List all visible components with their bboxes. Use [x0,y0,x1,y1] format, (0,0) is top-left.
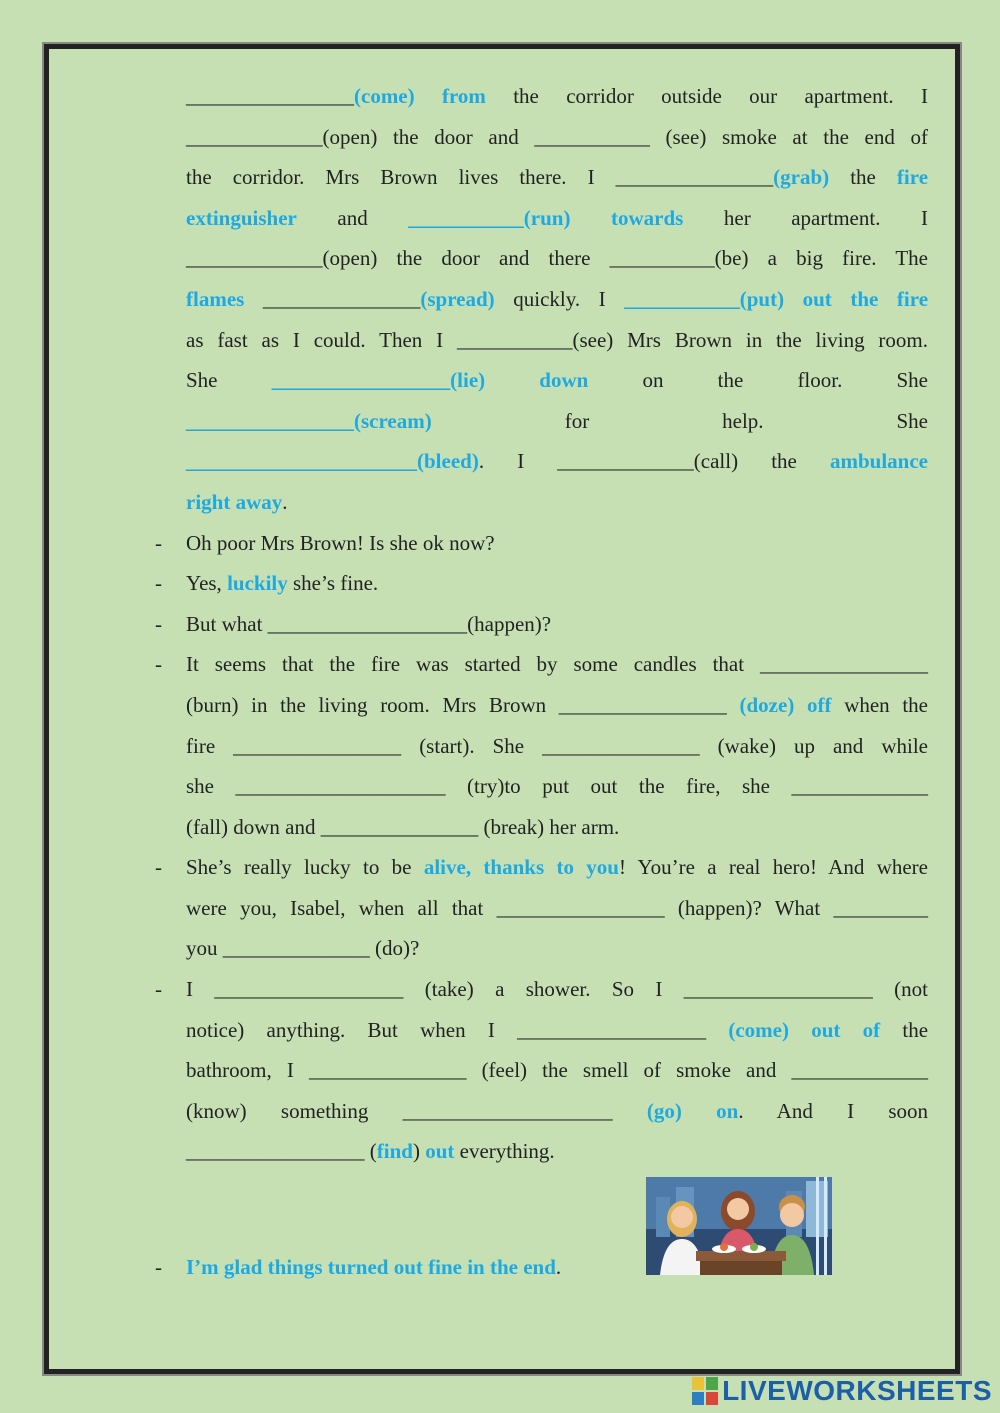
dialogue-line: But what ___________________(happen)? [186,611,552,636]
verb-hint: (go) [646,1098,682,1123]
text: quickly. I [513,286,606,311]
highlight-word: from [441,84,486,108]
text: and [337,205,368,230]
dialogue-line [186,1131,928,1172]
story-line: as fast as I could. Then I ___________(see) Mrs Brown in the living room. [186,327,928,352]
story-line [186,157,928,198]
verb-hint: find [376,1139,413,1164]
dialogue-line: I __________________ (take) a shower. So I __________________ (not [186,977,928,1002]
worksheet-text [155,76,929,1288]
dash-bullet: - [155,652,162,677]
dialogue-line: Oh poor Mrs Brown! Is she ok now? [186,530,495,555]
story-line [186,441,928,482]
dialogue-item [155,847,928,969]
highlight-word: alive, thanks to you [423,855,619,880]
verb-hint: ________________(scream) [186,408,432,433]
text: ! You’re a real hero! And where [618,855,928,880]
verb-hint: ___________(put) out the fire [624,286,929,311]
dialogue-line [186,563,928,604]
highlight-word: down [539,368,589,393]
text: the [902,1017,929,1042]
dialogue-item [155,969,929,1172]
dash-bullet: - [155,855,162,880]
story-line [186,76,928,117]
dash-bullet: - [155,977,162,1002]
story-line [186,360,928,401]
liveworksheets-logo-icon [692,1377,718,1405]
highlight-word: fire [896,165,929,190]
verb-hint: ___________(run) [408,205,571,230]
text: the [850,165,876,190]
story-line [186,482,928,523]
text: when the [844,692,929,717]
liveworksheets-logo [692,1375,992,1407]
highlight-word: out [425,1139,455,1164]
highlight-word: extinguisher [186,205,297,230]
story-line [186,279,928,320]
text: notice) anything. But when I __________________ [186,1017,707,1042]
blank[interactable]: ________________ [186,84,354,108]
story-line [186,198,928,239]
highlight-word: right away [186,489,283,514]
text: for help. She [564,408,928,433]
text: . And I soon [738,1098,928,1123]
dialogue-item [155,604,928,645]
text: She’s really lucky to be [186,855,412,880]
text: on the floor. She [642,368,929,393]
highlight-word: off [807,692,832,717]
highlight-word: towards [610,205,684,230]
dialogue-line: bathroom, I _______________ (feel) the smell of smoke and _____________ [186,1058,928,1083]
dialogue-line: she ____________________ (try)to put out the fire, she _____________ [186,774,928,799]
text: . I _____________(call) the [478,449,797,474]
verb-hint: (doze) [739,692,795,717]
friends-dinner-illustration [646,1177,832,1275]
story-paragraph [186,76,928,523]
dash-bullet: - [155,571,162,596]
text: her apartment. I [723,205,928,230]
verb-hint: (grab) [773,165,830,190]
text: (know) something ____________________ [186,1098,613,1123]
text: . [282,489,288,514]
highlight-word: I’m glad things turned out fine in the end [186,1255,556,1280]
text: the corridor outside our apartment. I [513,84,928,108]
logo-text: LIVEWORKSHEETS [722,1375,992,1406]
dialogue-line [186,847,928,888]
highlight-word: flames [186,286,245,311]
text: ) [412,1139,420,1164]
dialogue-line: fire ________________ (start). She _______________ (wake) up and while [186,733,928,758]
text: . [555,1255,562,1280]
dialogue-item [155,644,929,847]
dialogue-line [186,1010,928,1051]
verb-hint: (come) [728,1017,789,1042]
dialogue-line: were you, Isabel, when all that ________________ (happen)? What _________ [186,895,928,920]
dialogue-line: (fall) down and _______________ (break) her arm. [186,814,620,839]
story-line: _____________(open) the door and ___________ (see) smoke at the end of [186,124,928,149]
text: _________________ ( [186,1139,377,1164]
dialogue-line [186,685,928,726]
highlight-word: on [716,1098,739,1123]
text: the corridor. Mrs Brown lives there. I _______________ [186,165,774,190]
highlight-word: luckily [227,571,288,596]
verb-hint: (come) [354,84,415,108]
dialogue-item [155,523,928,564]
text: She [186,368,218,393]
text: Yes, [186,571,222,596]
text: she’s fine. [293,571,379,596]
dash-bullet: - [155,1255,162,1280]
verb-hint: _________________(lie) [271,368,486,393]
dash-bullet: - [155,530,162,555]
blank[interactable]: _______________ [262,286,421,311]
highlight-word: ambulance [830,449,929,474]
dash-bullet: - [155,611,162,636]
verb-hint: ______________________(bleed) [186,449,479,474]
dialogue-item [155,563,928,604]
story-line [186,401,928,442]
text: everything. [459,1139,555,1164]
story-line: _____________(open) the door and there __________(be) a big fire. The [186,246,928,271]
dialogue-line: you ______________ (do)? [186,936,420,961]
text: (burn) in the living room. Mrs Brown ________________ [186,692,727,717]
highlight-word: out of [811,1017,881,1042]
dialogue-line [186,1091,928,1132]
dialogue-line: It seems that the fire was started by some candles that ________________ [186,652,928,677]
verb-hint: (spread) [420,286,495,311]
